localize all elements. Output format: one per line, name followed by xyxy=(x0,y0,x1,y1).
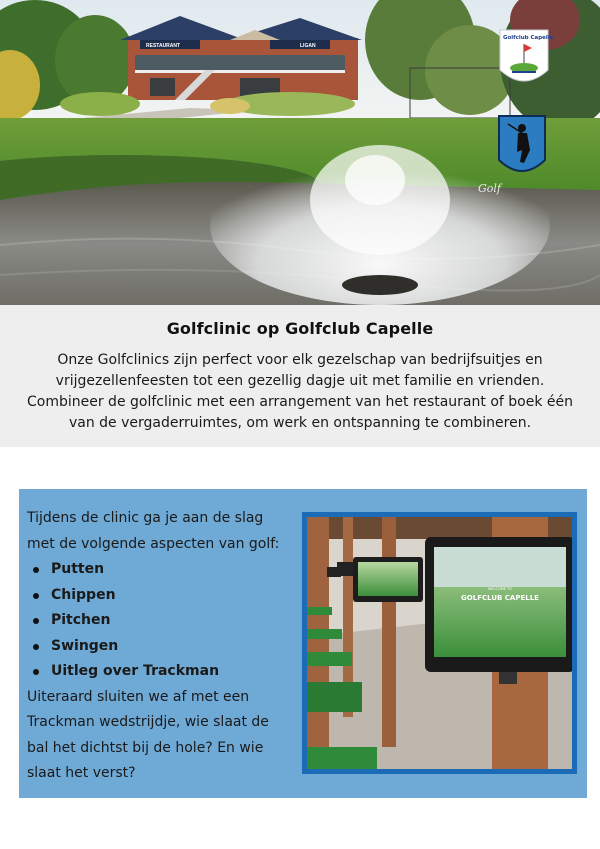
watermark-text: Golf xyxy=(478,182,501,195)
intro-section xyxy=(0,305,600,447)
trackman-photo-frame xyxy=(302,512,577,774)
list-item: Putten xyxy=(27,557,307,583)
list-item: Chippen xyxy=(27,583,307,609)
golfer-silhouette-logo xyxy=(499,116,545,171)
clinic-aspects-list xyxy=(27,557,307,685)
intro-line: Onze Golfclinics zijn perfect voor elk gezelschap van bedrijfsuitjes en xyxy=(57,352,543,368)
screen-title-text: GOLFCLUB CAPELLE xyxy=(461,594,539,602)
intro-line: Combineer de golfclinic met een arrangement van het restaurant of boek één xyxy=(27,394,573,410)
page-title: Golfclinic op Golfclub Capelle xyxy=(166,319,434,338)
intro-paragraph xyxy=(20,350,580,434)
description-line: slaat het verst? xyxy=(27,765,136,781)
restaurant-sign: RESTAURANT xyxy=(146,43,181,49)
trackman-driving-range-photo xyxy=(307,517,572,769)
svg-text:Golfclub Capelle: Golfclub Capelle xyxy=(503,35,554,41)
list-item: Swingen xyxy=(27,634,307,660)
intro-line: vrijgezellenfeesten tot een gezellig dagje uit met familie en vrienden. xyxy=(55,373,545,389)
intro-line: van de vergaderruimtes, om werk en ontspanning te combineren. xyxy=(68,415,532,431)
clubhouse-sign: LIGAN xyxy=(300,43,316,49)
hero-photo xyxy=(0,0,600,305)
clubhouse-pond-fountain-illustration xyxy=(0,0,600,305)
description-line: Uiteraard sluiten we af met een xyxy=(27,688,250,705)
screen-welcome-text: WELCOME TO xyxy=(487,587,513,591)
description-line: Tijdens de clinic ga je aan de slag xyxy=(27,510,264,526)
list-item: Uitleg over Trackman xyxy=(27,659,307,685)
description-line: Trackman wedstrijdje, wie slaat de xyxy=(27,714,269,730)
description-line: bal het dichtst bij de hole? En wie xyxy=(27,739,264,756)
clinic-description xyxy=(27,506,307,787)
list-item: Pitchen xyxy=(27,608,307,634)
clinic-feature-box xyxy=(19,489,587,798)
description-line: met de volgende aspecten van golf: xyxy=(27,535,280,552)
